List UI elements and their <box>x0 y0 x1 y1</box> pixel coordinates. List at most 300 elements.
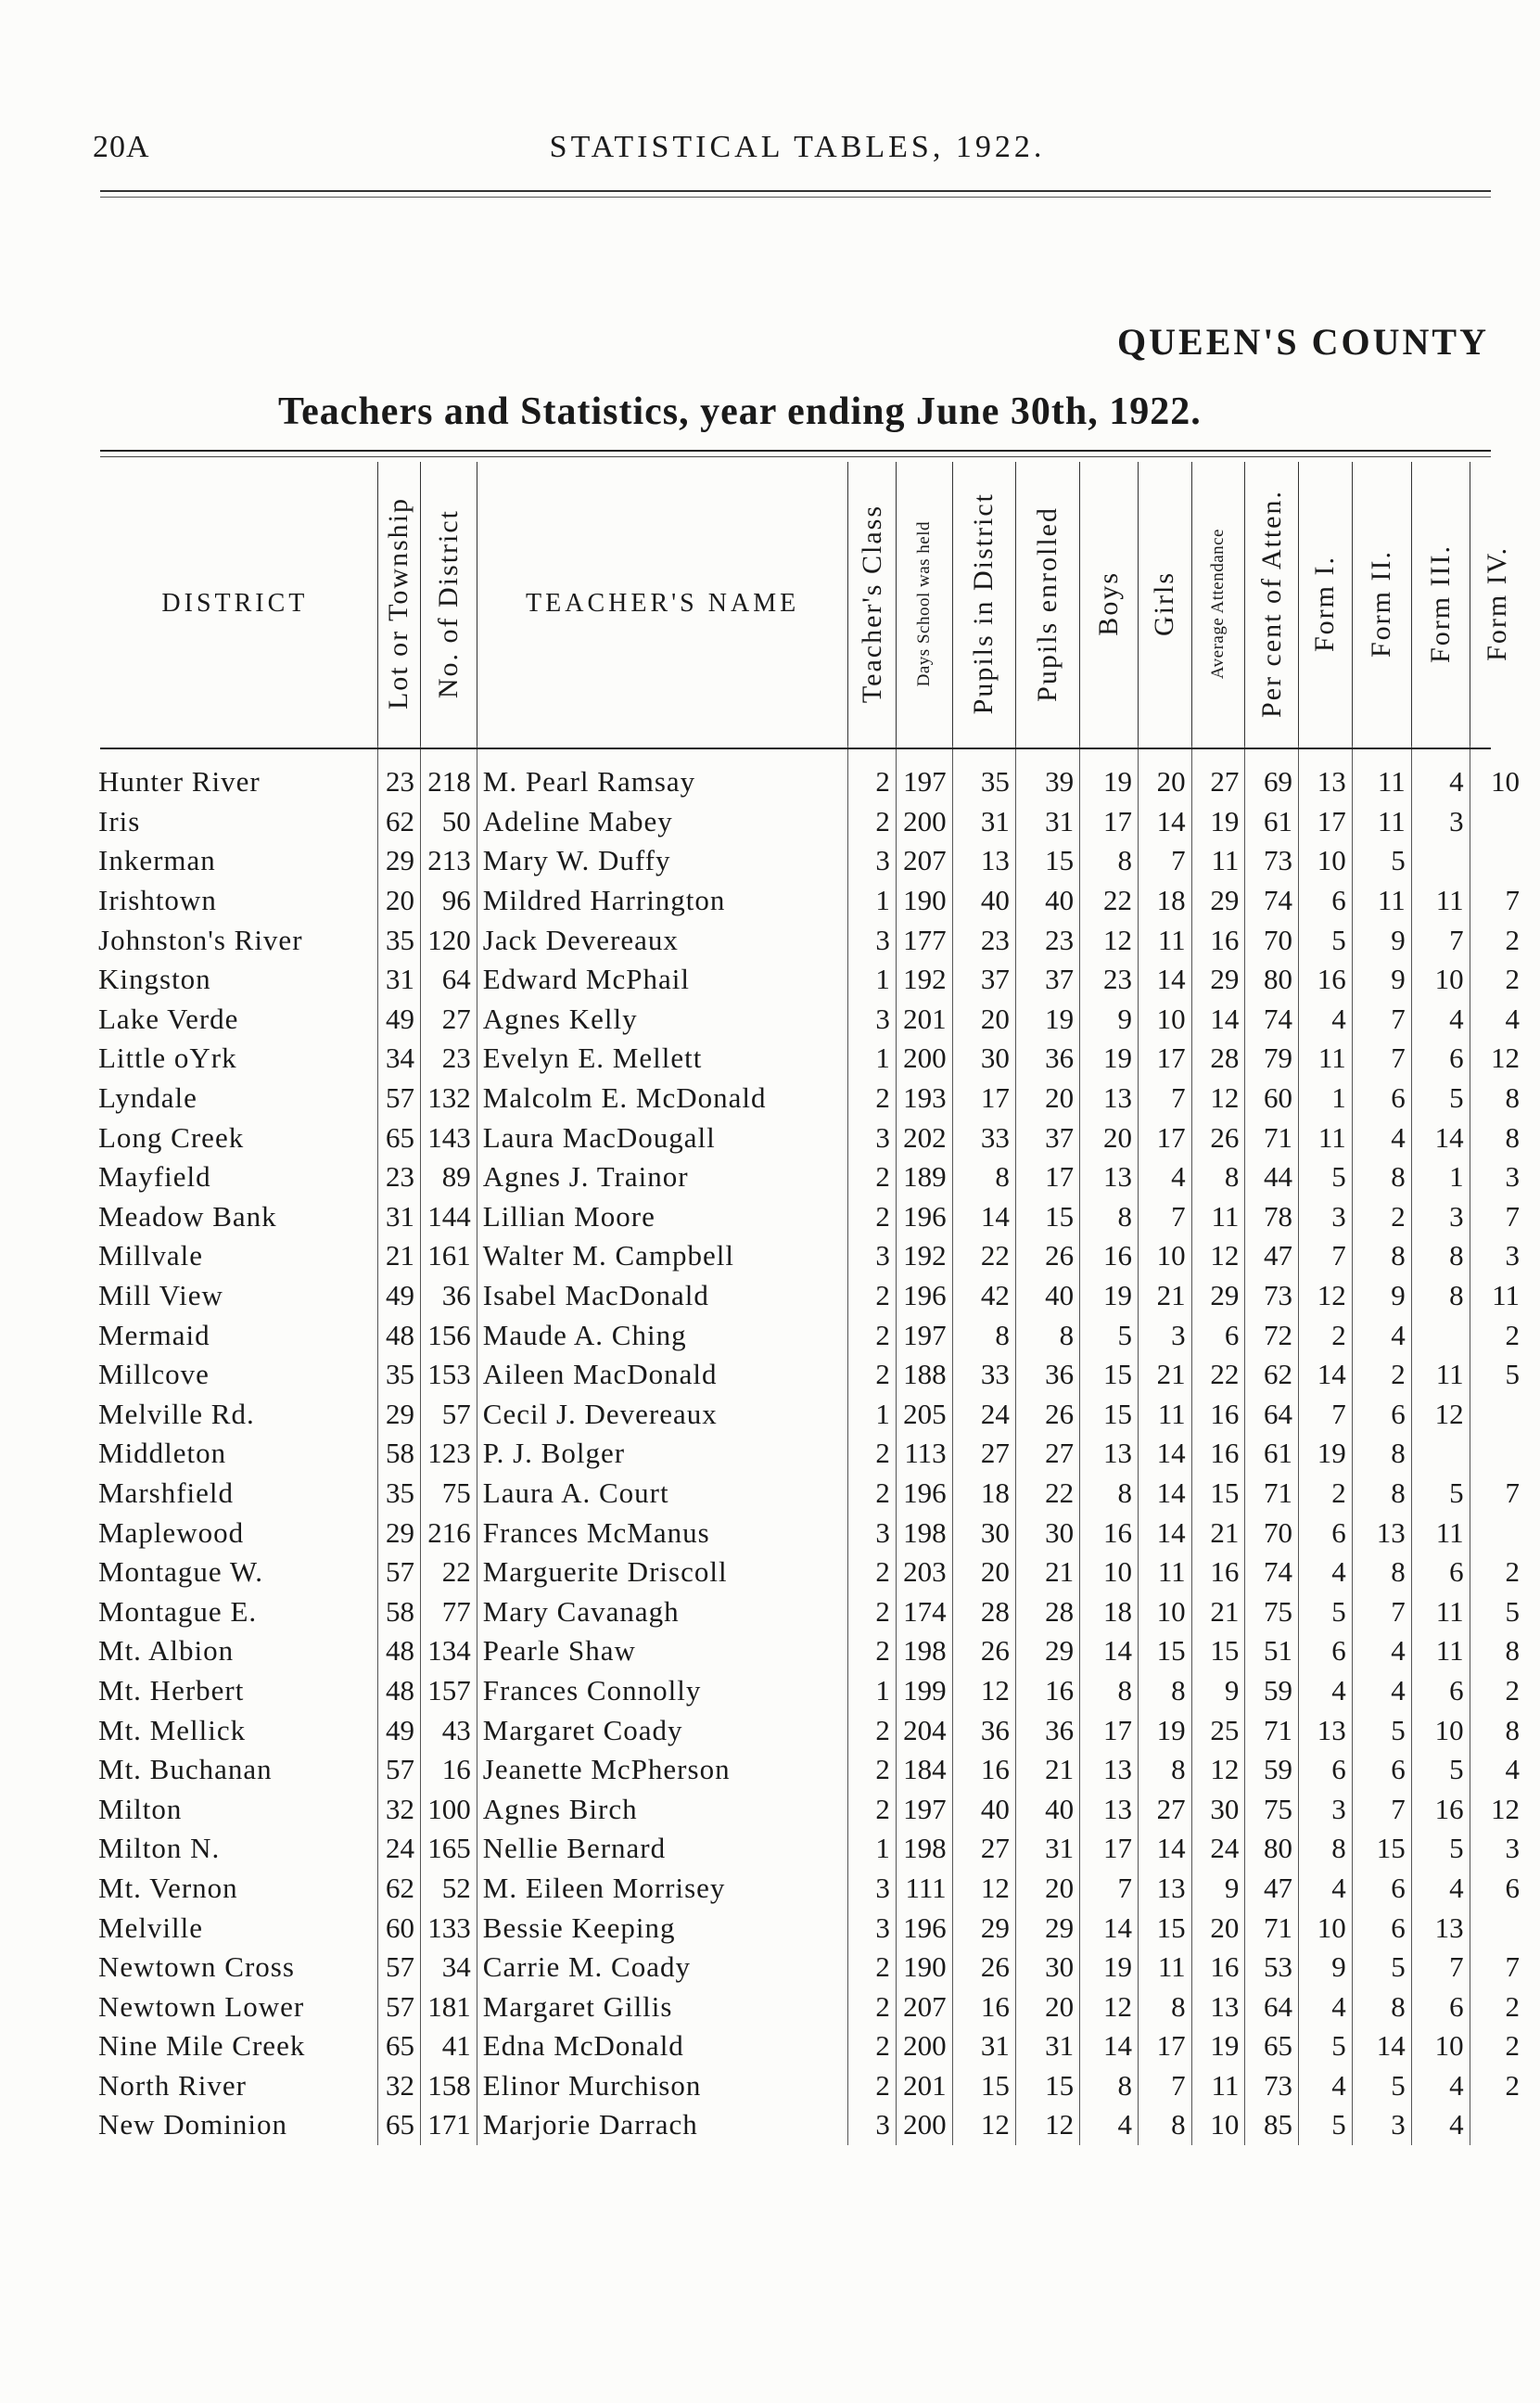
cell-days: 196 <box>896 1197 952 1237</box>
cell-pupils-dist: 23 <box>952 920 1015 960</box>
cell-f3: 8 <box>1411 1236 1470 1276</box>
cell-enrolled: 26 <box>1015 1236 1079 1276</box>
cell-f1: 13 <box>1299 762 1353 802</box>
cell-boys: 13 <box>1080 1750 1139 1790</box>
cell-boys: 12 <box>1080 920 1139 960</box>
cell-district: New Dominion <box>98 2108 288 2141</box>
cell-avg: 11 <box>1191 2066 1245 2106</box>
cell-f1: 3 <box>1299 1789 1353 1829</box>
cell-days: 196 <box>896 1474 952 1514</box>
cell-girls: 8 <box>1138 1671 1191 1711</box>
cell-enrolled: 21 <box>1015 1553 1079 1592</box>
cell-days: 203 <box>896 1553 952 1592</box>
cell-f2: 9 <box>1352 920 1411 960</box>
cell-teacher: Nellie Bernard <box>477 1829 848 1869</box>
cell-district: Mermaid <box>98 1318 210 1351</box>
cell-pupils-dist: 12 <box>952 1869 1015 1909</box>
cell-enrolled: 37 <box>1015 1118 1079 1157</box>
cell-teacher: Isabel MacDonald <box>477 1276 848 1316</box>
cell-pct: 59 <box>1245 1671 1299 1711</box>
cell-pupils-dist: 35 <box>952 762 1015 802</box>
cell-boys: 13 <box>1080 1157 1139 1197</box>
cell-avg: 19 <box>1191 2026 1245 2066</box>
cell-cls: 2 <box>848 1315 896 1355</box>
cell-days: 198 <box>896 1513 952 1553</box>
cell-no: 57 <box>420 1395 477 1435</box>
cell-district: Newtown Cross <box>98 1950 295 1984</box>
cell-district: Millvale <box>98 1239 204 1272</box>
cell-f3 <box>1411 1315 1470 1355</box>
table-row <box>93 1987 1525 2026</box>
table-row <box>93 1631 1525 1671</box>
cell-days: 199 <box>896 1671 952 1711</box>
cell-enrolled: 21 <box>1015 1750 1079 1790</box>
cell-district: Mill View <box>98 1279 223 1312</box>
cell-pupils-dist: 42 <box>952 1276 1015 1316</box>
cell-pct: 71 <box>1245 1908 1299 1948</box>
cell-f2: 5 <box>1352 841 1411 881</box>
cell-f3: 4 <box>1411 1869 1470 1909</box>
cell-teacher: Laura MacDougall <box>477 1118 848 1157</box>
cell-pupils-dist: 30 <box>952 1513 1015 1553</box>
cell-pct: 64 <box>1245 1987 1299 2026</box>
cell-boys: 20 <box>1080 1118 1139 1157</box>
cell-district: Mt. Buchanan <box>98 1753 273 1786</box>
table-top-rule-thin <box>100 456 1491 457</box>
cell-f3: 6 <box>1411 1987 1470 2026</box>
column-header-percent: Per cent of Atten. <box>1245 462 1299 746</box>
cell-district: Middleton <box>98 1437 227 1470</box>
cell-avg: 22 <box>1191 1355 1245 1395</box>
cell-no: 132 <box>420 1079 477 1118</box>
cell-pct: 47 <box>1245 1236 1299 1276</box>
cell-f3: 7 <box>1411 920 1470 960</box>
cell-lot: 58 <box>377 1434 420 1474</box>
cell-teacher: M. Eileen Morrisey <box>477 1869 848 1909</box>
cell-cls: 3 <box>848 841 896 881</box>
cell-days: 188 <box>896 1355 952 1395</box>
cell-enrolled: 15 <box>1015 1197 1079 1237</box>
cell-district: Mt. Albion <box>98 1634 235 1668</box>
column-header-form-4: Form IV. <box>1470 462 1525 746</box>
cell-f4 <box>1470 1908 1525 1948</box>
cell-teacher: Edna McDonald <box>477 2026 848 2066</box>
cell-enrolled: 22 <box>1015 1474 1079 1514</box>
cell-f4: 5 <box>1470 1355 1525 1395</box>
cell-avg: 14 <box>1191 1000 1245 1040</box>
cell-days: 201 <box>896 1000 952 1040</box>
column-header-average: Average Attendance <box>1191 462 1245 746</box>
cell-f2: 9 <box>1352 960 1411 1000</box>
cell-pct: 60 <box>1245 1079 1299 1118</box>
cell-enrolled: 30 <box>1015 1948 1079 1988</box>
cell-teacher: Margaret Coady <box>477 1710 848 1750</box>
table-row <box>93 841 1525 881</box>
county-heading: QUEEN'S COUNTY <box>1117 321 1489 363</box>
cell-girls: 4 <box>1138 1157 1191 1197</box>
cell-f3: 6 <box>1411 1671 1470 1711</box>
cell-boys: 19 <box>1080 762 1139 802</box>
cell-district: Johnston's River <box>98 923 303 956</box>
cell-district: Montague E. <box>98 1594 258 1628</box>
cell-f3: 11 <box>1411 1631 1470 1671</box>
column-header-girls: Girls <box>1138 462 1191 746</box>
cell-f1: 10 <box>1299 841 1353 881</box>
cell-f4: 5 <box>1470 1591 1525 1631</box>
cell-days: 197 <box>896 1315 952 1355</box>
cell-district: Newtown Lower <box>98 1989 305 2023</box>
table-row <box>93 762 1525 802</box>
cell-f3: 11 <box>1411 1355 1470 1395</box>
cell-f3: 1 <box>1411 1157 1470 1197</box>
cell-f2: 4 <box>1352 1631 1411 1671</box>
cell-f1: 5 <box>1299 2105 1353 2145</box>
cell-avg: 29 <box>1191 1276 1245 1316</box>
table-row <box>93 1434 1525 1474</box>
cell-lot: 24 <box>377 1829 420 1869</box>
cell-avg: 6 <box>1191 1315 1245 1355</box>
cell-girls: 11 <box>1138 1553 1191 1592</box>
cell-enrolled: 23 <box>1015 920 1079 960</box>
cell-f1: 9 <box>1299 1948 1353 1988</box>
cell-teacher: Walter M. Campbell <box>477 1236 848 1276</box>
cell-f1: 11 <box>1299 1118 1353 1157</box>
cell-girls: 7 <box>1138 841 1191 881</box>
cell-f3: 14 <box>1411 1118 1470 1157</box>
cell-cls: 2 <box>848 1276 896 1316</box>
cell-enrolled: 36 <box>1015 1710 1079 1750</box>
table-row <box>93 1710 1525 1750</box>
cell-days: 207 <box>896 1987 952 2026</box>
cell-girls: 11 <box>1138 1948 1191 1988</box>
cell-f4: 3 <box>1470 1829 1525 1869</box>
cell-no: 134 <box>420 1631 477 1671</box>
cell-avg: 15 <box>1191 1631 1245 1671</box>
cell-lot: 49 <box>377 1000 420 1040</box>
cell-pct: 71 <box>1245 1118 1299 1157</box>
table-row <box>93 920 1525 960</box>
cell-enrolled: 39 <box>1015 762 1079 802</box>
cell-pupils-dist: 27 <box>952 1434 1015 1474</box>
cell-pct: 59 <box>1245 1750 1299 1790</box>
cell-pupils-dist: 16 <box>952 1987 1015 2026</box>
cell-f3: 11 <box>1411 1591 1470 1631</box>
cell-days: 189 <box>896 1157 952 1197</box>
cell-avg: 16 <box>1191 1434 1245 1474</box>
cell-enrolled: 29 <box>1015 1631 1079 1671</box>
cell-girls: 21 <box>1138 1355 1191 1395</box>
cell-days: 174 <box>896 1591 952 1631</box>
cell-girls: 14 <box>1138 1829 1191 1869</box>
cell-enrolled: 28 <box>1015 1591 1079 1631</box>
cell-boys: 19 <box>1080 1039 1139 1079</box>
cell-f3: 7 <box>1411 1948 1470 1988</box>
cell-days: 177 <box>896 920 952 960</box>
cell-lot: 34 <box>377 1039 420 1079</box>
cell-boys: 13 <box>1080 1789 1139 1829</box>
cell-cls: 2 <box>848 2026 896 2066</box>
cell-f2: 8 <box>1352 1474 1411 1514</box>
cell-f2: 6 <box>1352 1750 1411 1790</box>
cell-no: 100 <box>420 1789 477 1829</box>
cell-pupils-dist: 17 <box>952 1079 1015 1118</box>
cell-days: 111 <box>896 1869 952 1909</box>
cell-avg: 26 <box>1191 1118 1245 1157</box>
column-header-lot: Lot or Township <box>377 462 420 746</box>
table-row <box>93 1276 1525 1316</box>
cell-days: 197 <box>896 762 952 802</box>
cell-f4 <box>1470 2105 1525 2145</box>
cell-f4: 2 <box>1470 1671 1525 1711</box>
cell-days: 201 <box>896 2066 952 2106</box>
cell-district: Lyndale <box>98 1081 197 1115</box>
cell-boys: 17 <box>1080 1829 1139 1869</box>
cell-no: 144 <box>420 1197 477 1237</box>
cell-f4: 4 <box>1470 1750 1525 1790</box>
cell-enrolled: 12 <box>1015 2105 1079 2145</box>
cell-district: Mt. Vernon <box>98 1871 238 1904</box>
cell-no: 23 <box>420 1039 477 1079</box>
cell-lot: 57 <box>377 1750 420 1790</box>
cell-pupils-dist: 8 <box>952 1157 1015 1197</box>
table-row <box>93 2105 1525 2145</box>
cell-f2: 8 <box>1352 1987 1411 2026</box>
cell-pct: 75 <box>1245 1591 1299 1631</box>
cell-f1: 19 <box>1299 1434 1353 1474</box>
cell-boys: 5 <box>1080 1315 1139 1355</box>
cell-girls: 21 <box>1138 1276 1191 1316</box>
cell-girls: 8 <box>1138 1750 1191 1790</box>
cell-lot: 65 <box>377 2026 420 2066</box>
cell-cls: 2 <box>848 1553 896 1592</box>
cell-girls: 14 <box>1138 1434 1191 1474</box>
cell-teacher: Carrie M. Coady <box>477 1948 848 1988</box>
cell-district: North River <box>98 2068 247 2102</box>
cell-district: Melville <box>98 1911 204 1944</box>
cell-f1: 3 <box>1299 1197 1353 1237</box>
cell-pupils-dist: 30 <box>952 1039 1015 1079</box>
cell-days: 196 <box>896 1908 952 1948</box>
cell-pupils-dist: 12 <box>952 2105 1015 2145</box>
cell-district: Maplewood <box>98 1515 245 1549</box>
cell-cls: 3 <box>848 2105 896 2145</box>
cell-enrolled: 30 <box>1015 1513 1079 1553</box>
cell-avg: 9 <box>1191 1671 1245 1711</box>
table-row <box>93 1789 1525 1829</box>
table-row <box>93 1591 1525 1631</box>
cell-f4: 4 <box>1470 1000 1525 1040</box>
cell-teacher: Pearle Shaw <box>477 1631 848 1671</box>
cell-f2: 11 <box>1352 762 1411 802</box>
cell-teacher: Jeanette McPherson <box>477 1750 848 1790</box>
cell-f1: 6 <box>1299 881 1353 921</box>
cell-lot: 31 <box>377 960 420 1000</box>
cell-teacher: Aileen MacDonald <box>477 1355 848 1395</box>
cell-teacher: Frances McManus <box>477 1513 848 1553</box>
cell-no: 213 <box>420 841 477 881</box>
cell-girls: 11 <box>1138 920 1191 960</box>
cell-girls: 7 <box>1138 1197 1191 1237</box>
cell-f3: 10 <box>1411 1710 1470 1750</box>
cell-days: 184 <box>896 1750 952 1790</box>
cell-f1: 4 <box>1299 1671 1353 1711</box>
cell-enrolled: 16 <box>1015 1671 1079 1711</box>
cell-cls: 1 <box>848 1039 896 1079</box>
cell-girls: 20 <box>1138 762 1191 802</box>
cell-f3: 4 <box>1411 2105 1470 2145</box>
cell-pupils-dist: 29 <box>952 1908 1015 1948</box>
cell-f4: 7 <box>1470 1197 1525 1237</box>
cell-f4: 7 <box>1470 1474 1525 1514</box>
cell-teacher: Cecil J. Devereaux <box>477 1395 848 1435</box>
cell-days: 197 <box>896 1789 952 1829</box>
cell-no: 156 <box>420 1315 477 1355</box>
cell-avg: 12 <box>1191 1079 1245 1118</box>
cell-no: 165 <box>420 1829 477 1869</box>
table-row <box>93 1553 1525 1592</box>
cell-no: 181 <box>420 1987 477 2026</box>
cell-pct: 78 <box>1245 1197 1299 1237</box>
cell-lot: 29 <box>377 1513 420 1553</box>
running-title: STATISTICAL TABLES, 1922. <box>549 130 1046 164</box>
cell-teacher: Edward McPhail <box>477 960 848 1000</box>
cell-girls: 14 <box>1138 802 1191 842</box>
table-row <box>93 1157 1525 1197</box>
cell-f1: 11 <box>1299 1039 1353 1079</box>
cell-cls: 2 <box>848 1355 896 1395</box>
cell-boys: 18 <box>1080 1591 1139 1631</box>
cell-f4: 8 <box>1470 1079 1525 1118</box>
cell-f4: 12 <box>1470 1039 1525 1079</box>
cell-lot: 49 <box>377 1710 420 1750</box>
cell-f2: 7 <box>1352 1591 1411 1631</box>
cell-pct: 44 <box>1245 1157 1299 1197</box>
cell-district: Meadow Bank <box>98 1199 277 1233</box>
cell-enrolled: 15 <box>1015 841 1079 881</box>
table-row <box>93 1671 1525 1711</box>
cell-lot: 35 <box>377 920 420 960</box>
page-number: 20A <box>93 130 150 164</box>
cell-pct: 74 <box>1245 881 1299 921</box>
cell-lot: 32 <box>377 1789 420 1829</box>
cell-lot: 62 <box>377 802 420 842</box>
cell-days: 200 <box>896 1039 952 1079</box>
cell-f3 <box>1411 841 1470 881</box>
cell-cls: 2 <box>848 802 896 842</box>
cell-pct: 65 <box>1245 2026 1299 2066</box>
table-row <box>93 2066 1525 2106</box>
cell-district: Kingston <box>98 963 211 996</box>
cell-f3: 8 <box>1411 1276 1470 1316</box>
cell-no: 171 <box>420 2105 477 2145</box>
cell-cls: 2 <box>848 1631 896 1671</box>
cell-teacher: Mary Cavanagh <box>477 1591 848 1631</box>
cell-district: Long Creek <box>98 1120 245 1154</box>
cell-no: 96 <box>420 881 477 921</box>
cell-girls: 15 <box>1138 1908 1191 1948</box>
cell-girls: 7 <box>1138 1079 1191 1118</box>
cell-girls: 14 <box>1138 1513 1191 1553</box>
cell-district: Marshfield <box>98 1476 235 1509</box>
cell-f2: 6 <box>1352 1869 1411 1909</box>
cell-cls: 1 <box>848 960 896 1000</box>
cell-enrolled: 20 <box>1015 1869 1079 1909</box>
cell-cls: 2 <box>848 1591 896 1631</box>
cell-lot: 58 <box>377 1591 420 1631</box>
cell-girls: 15 <box>1138 1631 1191 1671</box>
cell-days: 198 <box>896 1631 952 1671</box>
cell-f3: 4 <box>1411 762 1470 802</box>
cell-cls: 3 <box>848 1908 896 1948</box>
cell-pct: 73 <box>1245 841 1299 881</box>
cell-pct: 71 <box>1245 1474 1299 1514</box>
cell-avg: 24 <box>1191 1829 1245 1869</box>
cell-lot: 57 <box>377 1553 420 1592</box>
cell-pupils-dist: 16 <box>952 1750 1015 1790</box>
cell-f4: 2 <box>1470 920 1525 960</box>
cell-f3: 5 <box>1411 1079 1470 1118</box>
cell-f4: 3 <box>1470 1157 1525 1197</box>
table-row <box>93 1869 1525 1909</box>
table-row <box>93 1474 1525 1514</box>
cell-lot: 23 <box>377 1157 420 1197</box>
cell-pupils-dist: 31 <box>952 2026 1015 2066</box>
cell-avg: 16 <box>1191 920 1245 960</box>
cell-f4 <box>1470 1395 1525 1435</box>
cell-lot: 23 <box>377 762 420 802</box>
cell-f2: 7 <box>1352 1789 1411 1829</box>
cell-pct: 74 <box>1245 1000 1299 1040</box>
cell-teacher: Margaret Gillis <box>477 1987 848 2026</box>
table-row <box>93 1315 1525 1355</box>
cell-cls: 2 <box>848 1987 896 2026</box>
cell-pupils-dist: 33 <box>952 1118 1015 1157</box>
cell-pupils-dist: 40 <box>952 1789 1015 1829</box>
cell-lot: 35 <box>377 1355 420 1395</box>
cell-f2: 11 <box>1352 802 1411 842</box>
cell-no: 143 <box>420 1118 477 1157</box>
cell-teacher: Maude A. Ching <box>477 1315 848 1355</box>
cell-enrolled: 31 <box>1015 1829 1079 1869</box>
cell-cls: 1 <box>848 1395 896 1435</box>
cell-days: 196 <box>896 1276 952 1316</box>
cell-f4: 7 <box>1470 881 1525 921</box>
cell-days: 193 <box>896 1079 952 1118</box>
cell-f2: 6 <box>1352 1079 1411 1118</box>
cell-lot: 20 <box>377 881 420 921</box>
cell-f1: 4 <box>1299 2066 1353 2106</box>
cell-avg: 30 <box>1191 1789 1245 1829</box>
cell-f1: 5 <box>1299 1157 1353 1197</box>
cell-f3: 12 <box>1411 1395 1470 1435</box>
cell-f1: 2 <box>1299 1474 1353 1514</box>
cell-cls: 3 <box>848 1236 896 1276</box>
cell-lot: 21 <box>377 1236 420 1276</box>
cell-days: 205 <box>896 1395 952 1435</box>
cell-cls: 2 <box>848 1789 896 1829</box>
cell-f3: 4 <box>1411 1000 1470 1040</box>
cell-no: 123 <box>420 1434 477 1474</box>
cell-days: 204 <box>896 1710 952 1750</box>
table-top-rule <box>100 450 1491 452</box>
cell-district: Lake Verde <box>98 1002 239 1035</box>
cell-f1: 4 <box>1299 1987 1353 2026</box>
cell-pct: 73 <box>1245 2066 1299 2106</box>
cell-pupils-dist: 13 <box>952 841 1015 881</box>
cell-pct: 70 <box>1245 920 1299 960</box>
cell-f2: 2 <box>1352 1355 1411 1395</box>
cell-girls: 10 <box>1138 1000 1191 1040</box>
